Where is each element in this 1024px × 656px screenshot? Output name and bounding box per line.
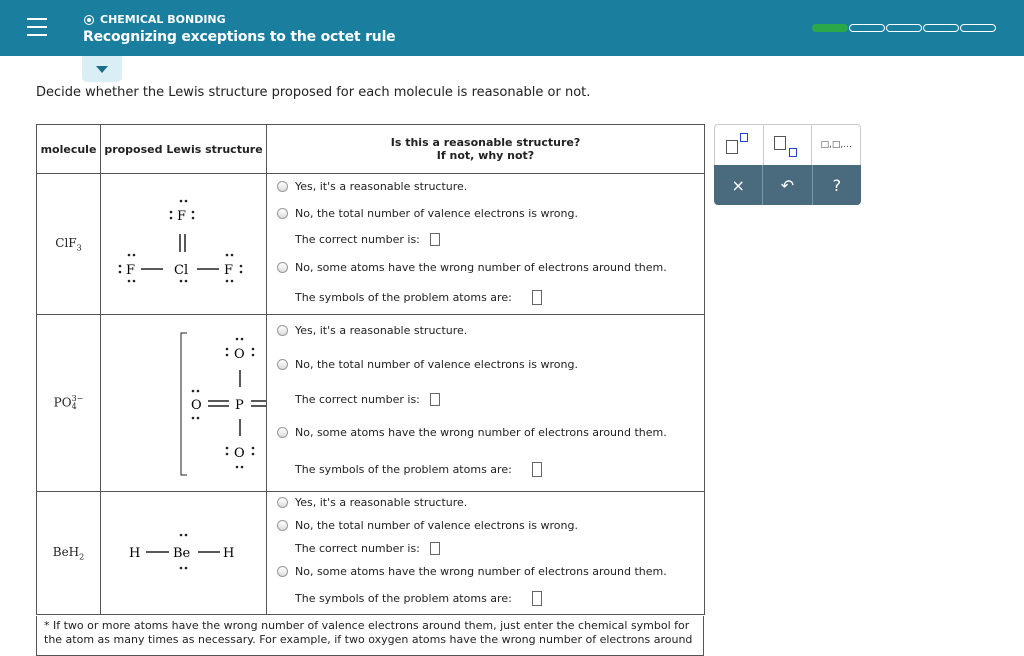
sub-label: The correct number is: [295, 233, 420, 246]
molecule-superscript: 3− [71, 394, 84, 403]
footnote: * If two or more atoms have the wrong number of valence electrons around them, just enter the chemical symbol for the atom as many times as necessary. For example, if two oxygen atoms have the wrong number of electrons around [36, 616, 704, 656]
box-icon [774, 136, 786, 150]
molecule-subscript: 4 [71, 402, 77, 411]
clear-button[interactable] [714, 165, 763, 205]
box-icon [726, 140, 738, 154]
progress-segment [960, 24, 996, 32]
close-icon: × [731, 175, 745, 195]
option-label: No, some atoms have the wrong number of electrons around them. [295, 261, 667, 274]
sub-label: The symbols of the problem atoms are: [295, 463, 512, 476]
sub-label: The symbols of the problem atoms are: [295, 291, 512, 304]
radio-button[interactable] [277, 520, 288, 531]
molecule-po4 [37, 315, 101, 492]
problem-atoms-row [295, 290, 542, 305]
progress-segment [923, 24, 959, 32]
option-label: No, the total number of valence electrons is wrong. [295, 358, 578, 371]
atom-o-left: O [191, 398, 202, 413]
list-icon: □,□,... [820, 140, 852, 150]
atom-cl: Cl [174, 263, 189, 278]
question-table [36, 124, 705, 615]
superscript-button[interactable] [715, 125, 764, 165]
expand-dropdown-button[interactable] [82, 56, 122, 82]
list-button[interactable] [812, 125, 860, 165]
lewis-diagram-beh2 [101, 492, 266, 614]
correct-number-row [295, 233, 440, 246]
molecule-formula: ClF [55, 235, 77, 250]
molecule-subscript: 2 [79, 552, 85, 562]
option-wrong-atoms[interactable] [277, 426, 667, 439]
radio-button[interactable] [277, 427, 288, 438]
radio-button[interactable] [277, 566, 288, 577]
option-label: Yes, it's a reasonable structure. [295, 324, 468, 337]
correct-number-input[interactable] [430, 233, 440, 246]
progress-segment [812, 24, 848, 32]
option-wrong-total[interactable] [277, 519, 578, 532]
option-wrong-atoms[interactable] [277, 565, 667, 578]
sub-label: The symbols of the problem atoms are: [295, 592, 512, 605]
problem-atoms-input[interactable] [532, 462, 542, 477]
problem-atoms-input[interactable] [532, 591, 542, 606]
superscript-box-icon [740, 133, 748, 142]
molecule-formula: PO [53, 395, 72, 410]
subscript-box-icon [789, 148, 797, 157]
atom-p: P [235, 398, 244, 413]
col-header-lewis: proposed Lewis structure [101, 125, 267, 174]
subscript-button[interactable] [764, 125, 813, 165]
chevron-down-icon [96, 66, 108, 73]
option-yes[interactable] [277, 496, 467, 509]
option-wrong-total[interactable] [277, 358, 578, 371]
molecule-subscript: 3 [76, 243, 82, 253]
progress-bar [812, 24, 997, 32]
progress-segment [886, 24, 922, 32]
radio-button[interactable] [277, 325, 288, 336]
answer-cell-po4 [267, 315, 705, 492]
page-title: Recognizing exceptions to the octet rule [83, 29, 396, 45]
col-header-molecule: molecule [37, 125, 101, 174]
answer-cell-beh2 [267, 492, 705, 615]
question-line2: If not, why not? [436, 149, 535, 162]
undo-icon: ↶ [780, 175, 795, 195]
breadcrumb [84, 13, 226, 26]
menu-icon[interactable] [27, 18, 47, 42]
problem-atoms-row [295, 591, 542, 606]
radio-button[interactable] [277, 359, 288, 370]
correct-number-input[interactable] [430, 393, 440, 406]
option-wrong-total[interactable] [277, 207, 578, 220]
radio-button[interactable] [277, 181, 288, 192]
sub-label: The correct number is: [295, 393, 420, 406]
radio-button[interactable] [277, 208, 288, 219]
molecule-clf3 [37, 174, 101, 315]
radio-button[interactable] [277, 262, 288, 273]
option-label: No, some atoms have the wrong number of electrons around them. [295, 565, 667, 578]
atom-be: Be [173, 546, 191, 561]
lewis-structure-po4 [101, 315, 267, 492]
lewis-diagram-clf3 [101, 174, 266, 314]
option-yes[interactable] [277, 180, 467, 193]
lewis-diagram-po4 [101, 315, 266, 491]
molecule-beh2 [37, 492, 101, 615]
answer-cell-clf3 [267, 174, 705, 315]
answer-toolbar [714, 124, 861, 205]
question-line1: Is this a reasonable structure? [390, 136, 581, 149]
correct-number-input[interactable] [430, 542, 440, 555]
problem-atoms-input[interactable] [532, 290, 542, 305]
sub-label: The correct number is: [295, 542, 420, 555]
atom-f-right: F [224, 263, 234, 278]
atom-h-left: H [129, 546, 141, 561]
lewis-structure-clf3 [101, 174, 267, 315]
progress-segment [849, 24, 885, 32]
top-bar [0, 0, 1024, 56]
atom-f-left: F [126, 263, 136, 278]
radio-button[interactable] [277, 497, 288, 508]
help-icon: ? [832, 175, 842, 195]
option-yes[interactable] [277, 324, 467, 337]
problem-atoms-row [295, 462, 542, 477]
option-label: Yes, it's a reasonable structure. [295, 180, 468, 193]
breadcrumb-label: CHEMICAL BONDING [100, 13, 226, 26]
atom-o-bottom: O [234, 446, 245, 461]
atom-h-right: H [223, 546, 235, 561]
molecule-formula: BeH [52, 544, 80, 559]
atom-f-top: F [177, 209, 187, 224]
option-label: No, the total number of valence electrons is wrong. [295, 519, 578, 532]
col-header-question [267, 125, 705, 174]
option-label: No, some atoms have the wrong number of electrons around them. [295, 426, 667, 439]
lewis-structure-beh2 [101, 492, 267, 615]
option-label: Yes, it's a reasonable structure. [295, 496, 468, 509]
option-label: No, the total number of valence electrons is wrong. [295, 207, 578, 220]
status-dot-icon [84, 15, 94, 25]
correct-number-row [295, 393, 440, 406]
option-wrong-atoms[interactable] [277, 261, 667, 274]
instruction-text: Decide whether the Lewis structure proposed for each molecule is reasonable or not. [36, 85, 591, 100]
atom-o-top: O [234, 347, 245, 362]
correct-number-row [295, 542, 440, 555]
help-button[interactable] [813, 165, 861, 205]
undo-button[interactable] [763, 165, 812, 205]
